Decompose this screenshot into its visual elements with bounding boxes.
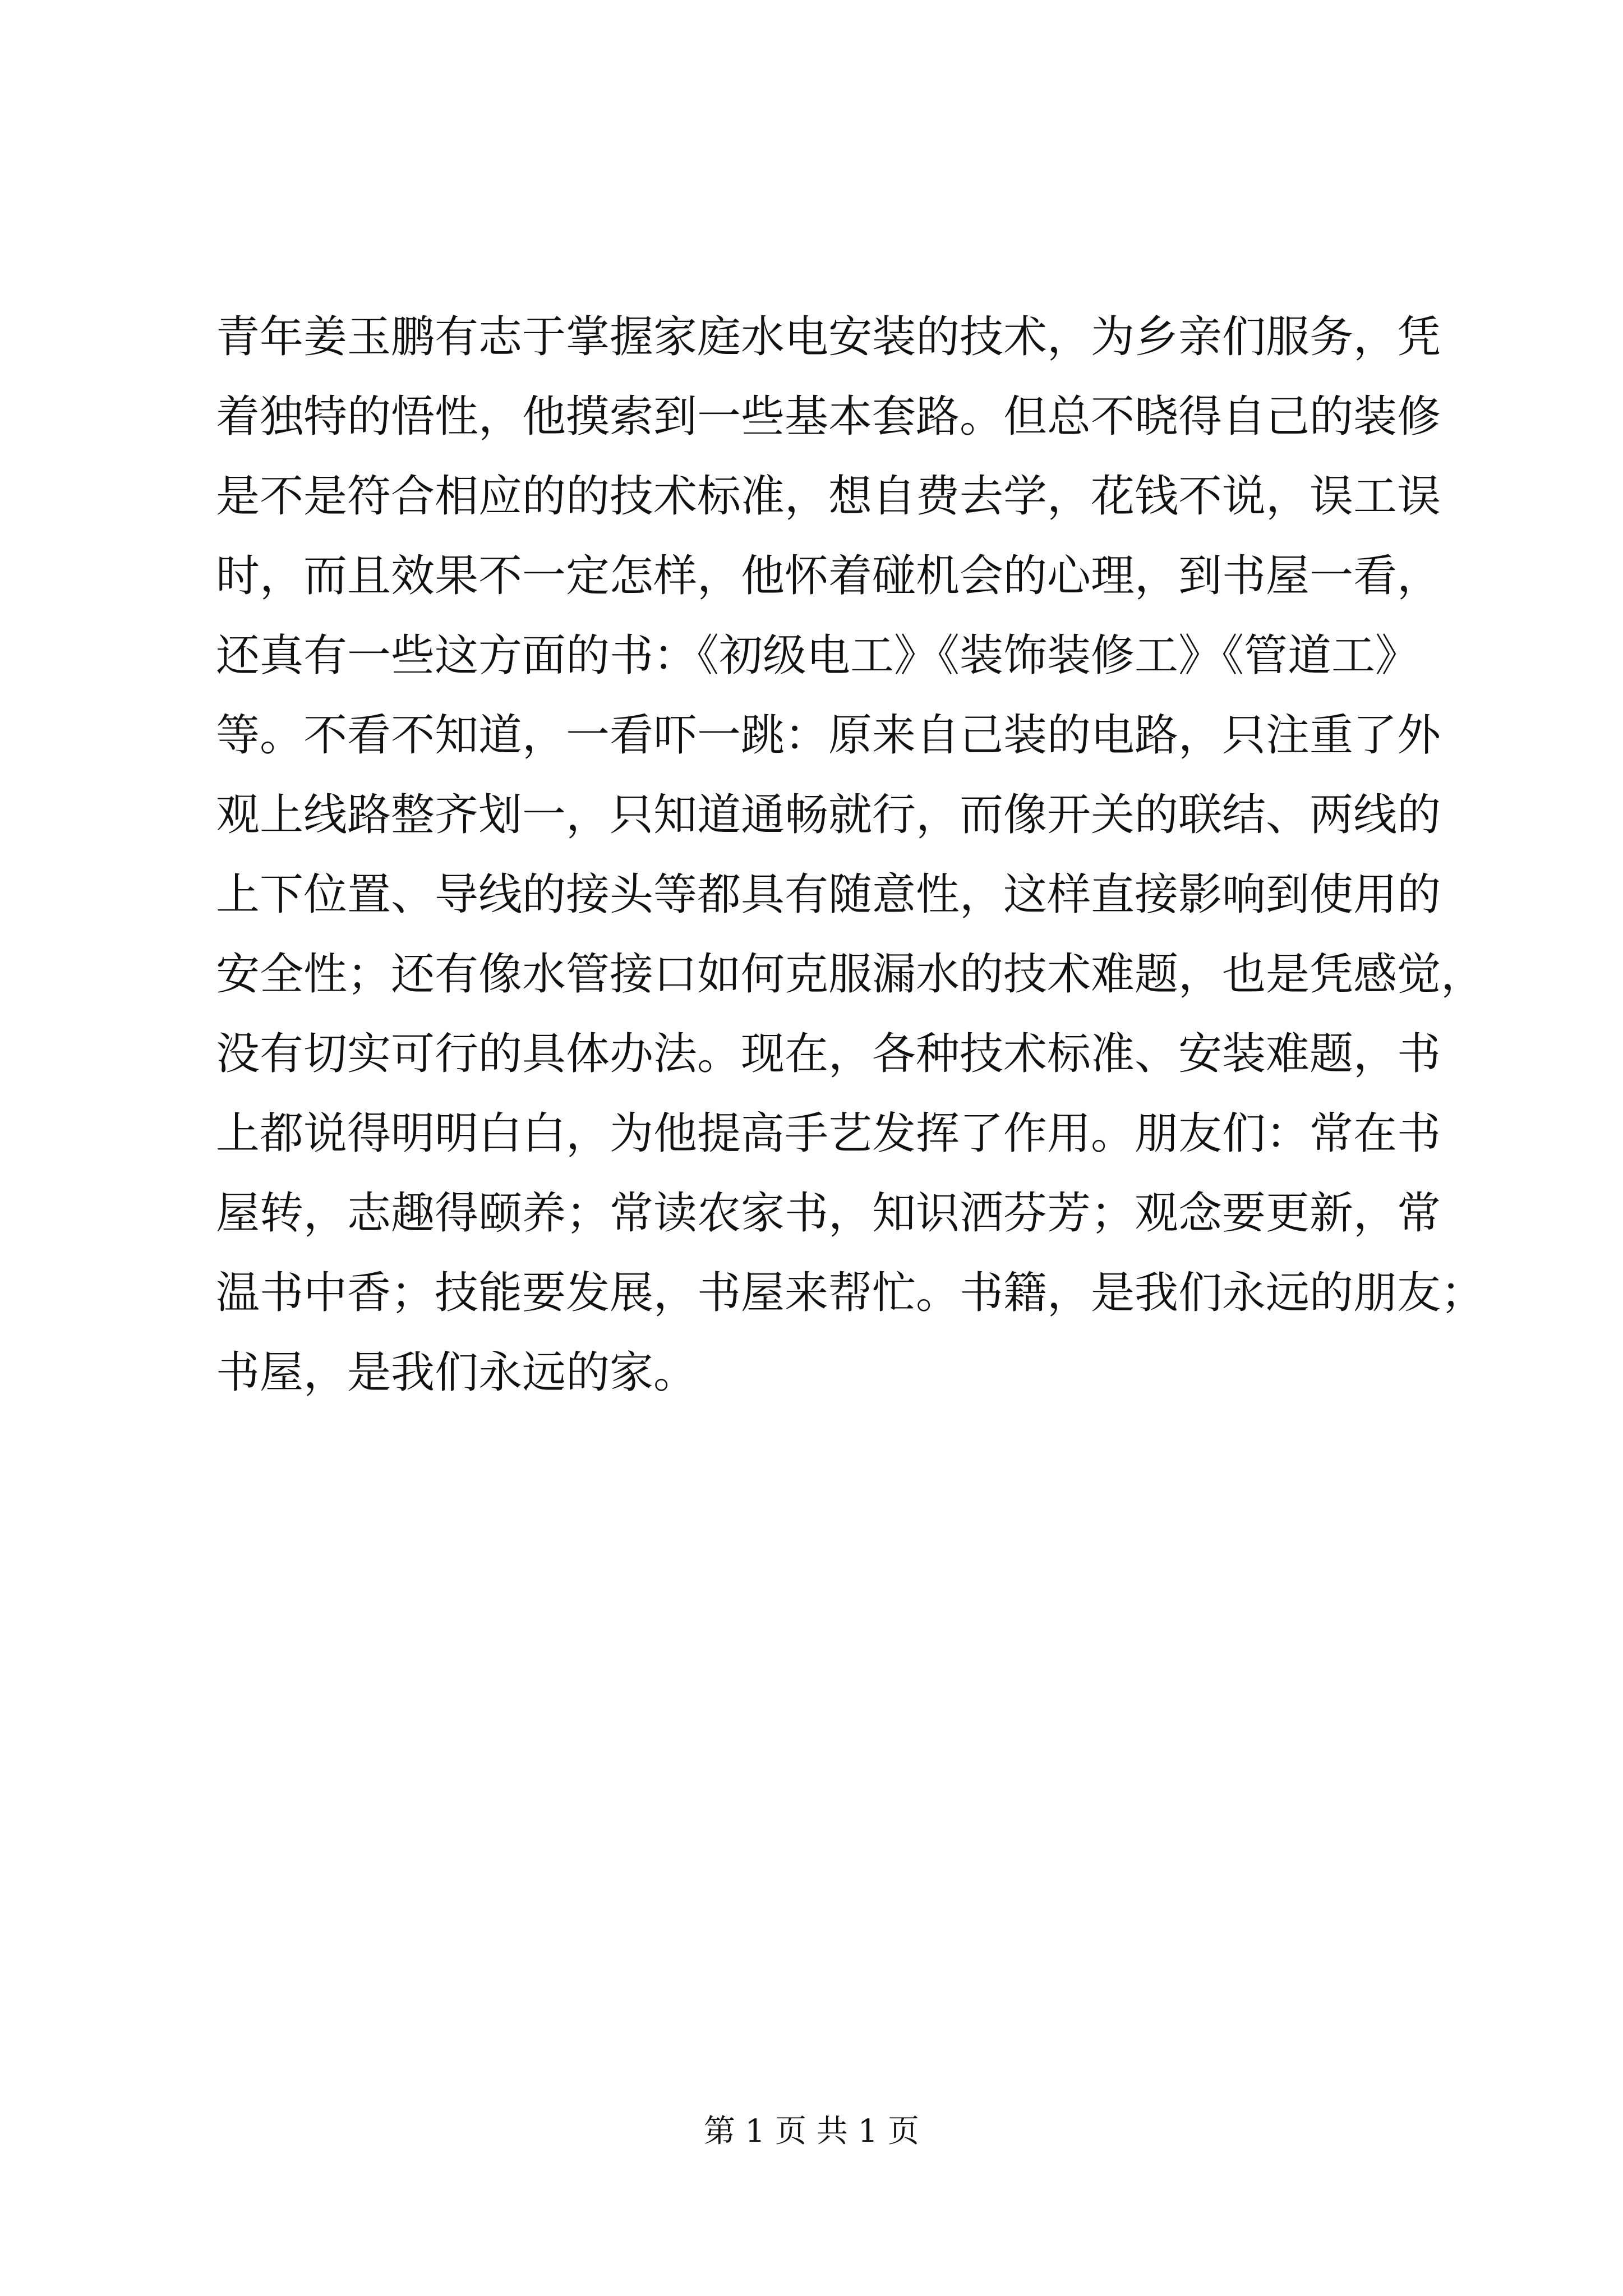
paragraph-line: 上都说得明明白白，为他提高手艺发挥了作用。朋友们：常在书 [216,1108,1441,1159]
paragraph-line: 等。不看不知道，一看吓一跳：原来自己装的电路，只注重了外 [216,710,1441,761]
paragraph-line: 书屋，是我们永远的家。 [216,1347,698,1398]
paragraph-line: 上下位置、导线的接头等都具有随意性，这样直接影响到使用的 [216,869,1441,920]
page-number-footer: 第 1 页 共 1 页 [703,2113,920,2150]
paragraph-line: 着独特的悟性，他摸索到一些基本套路。但总不晓得自己的装修 [216,392,1441,442]
paragraph-line: 安全性；还有像水管接口如何克服漏水的技术难题，也是凭感觉， [216,949,1485,1000]
paragraph-line: 还真有一些这方面的书：《初级电工》《装饰装修工》《管道工》 [216,631,1419,681]
paragraph-line: 是不是符合相应的的技术标准，想自费去学，花钱不说，误工误 [216,471,1441,522]
paragraph-line: 青年姜玉鹏有志于掌握家庭水电安装的技术，为乡亲们服务，凭 [216,312,1441,362]
body-paragraph [216,297,1485,1412]
paragraph-line: 观上线路整齐划一，只知道通畅就行，而像开关的联结、两线的 [216,790,1441,840]
paragraph-line: 时，而且效果不一定怎样，他怀着碰机会的心理，到书屋一看， [216,551,1441,601]
paragraph-line: 没有切实可行的具体办法。现在，各种技术标准、安装难题，书 [216,1029,1441,1079]
paragraph-line: 温书中香；技能要发展，书屋来帮忙。书籍，是我们永远的朋友； [216,1268,1485,1318]
paragraph-line: 屋转，志趣得颐养；常读农家书，知识洒芬芳；观念要更新，常 [216,1188,1441,1239]
